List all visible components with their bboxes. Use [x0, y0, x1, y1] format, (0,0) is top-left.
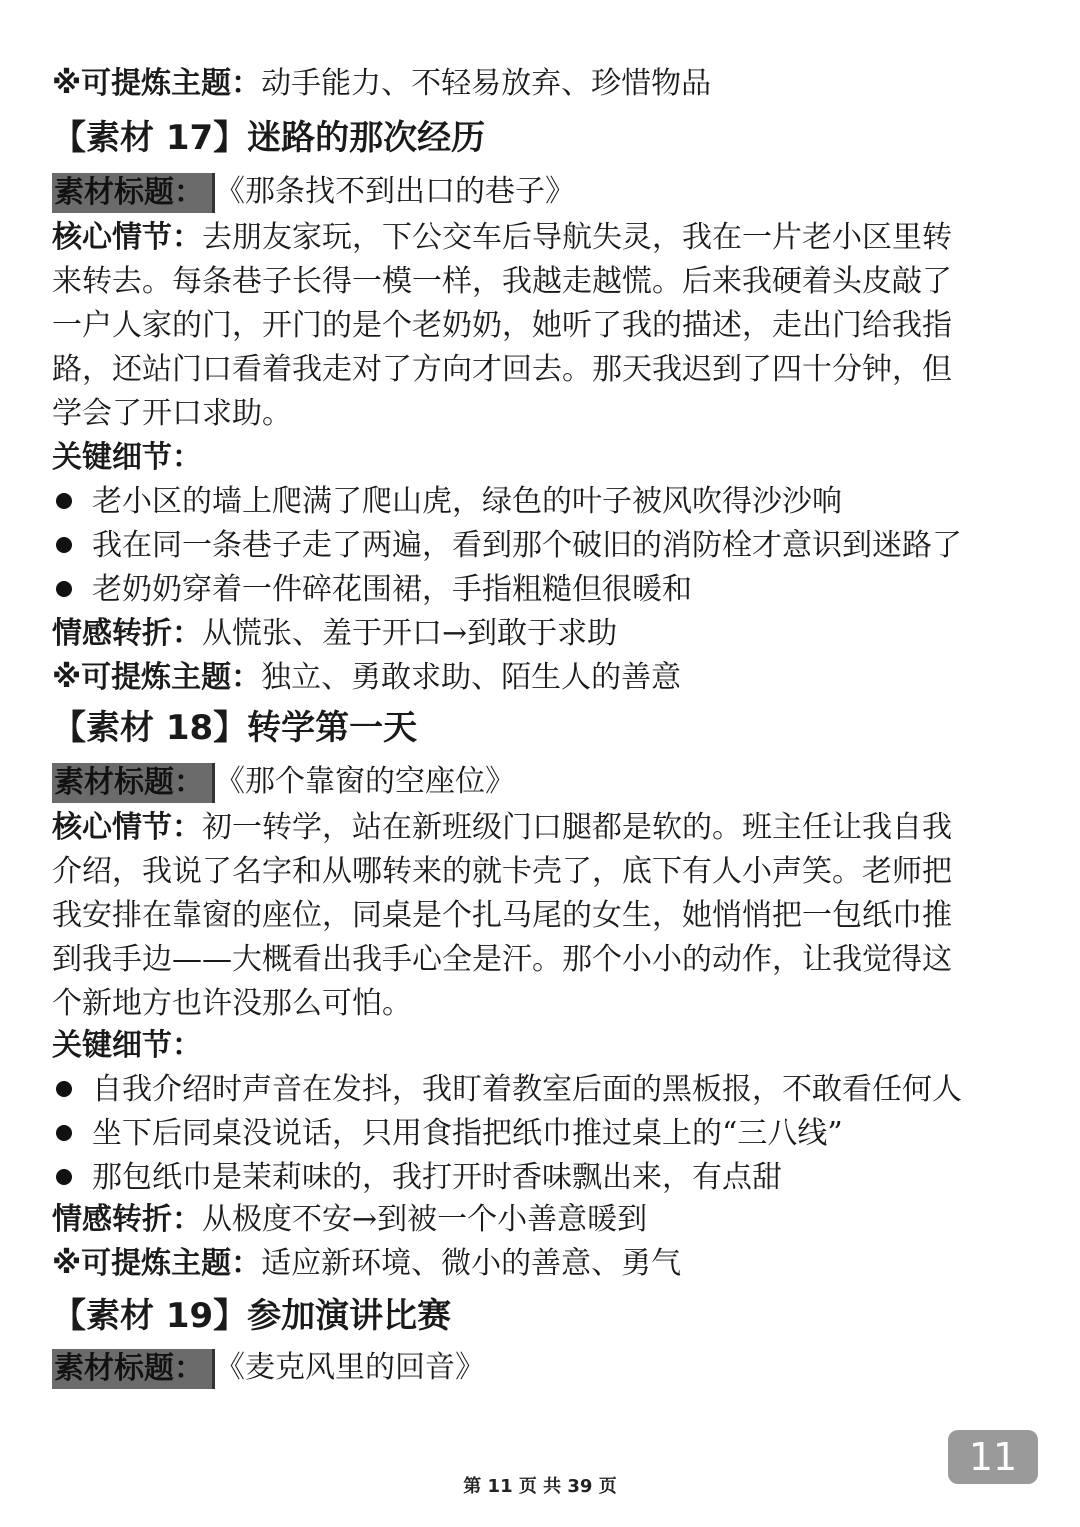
top-theme-line [52, 62, 1037, 106]
material-18-heading: 【素材 18】转学第一天 [52, 708, 418, 748]
detail-text: 老奶奶穿着一件碎花围裙，手指粗糙但很暖和 [92, 572, 692, 607]
core-text-line: 路，还站门口看着我走对了方向才回去。那天我迟到了四十分钟，但 [52, 352, 952, 387]
core-text-line: 我安排在靠窗的座位，同桌是个扎马尾的女生，她悄悄把一包纸巾推 [52, 898, 952, 933]
bullet-icon [56, 1081, 72, 1097]
key-details-label: 关键细节： [52, 440, 202, 475]
page-footer: 第 11 页 共 39 页 [463, 1476, 617, 1497]
material-18-title-line [52, 760, 1037, 804]
bullet-icon [56, 537, 72, 553]
theme-label: ※可提炼主题： [52, 66, 262, 101]
bullet-icon [56, 581, 72, 597]
core-text-line: 学会了开口求助。 [52, 396, 292, 431]
theme-label: ※可提炼主题： [52, 660, 262, 695]
core-text-line: 介绍，我说了名字和从哪转来的就卡壳了，底下有人小声笑。老师把 [52, 854, 952, 889]
theme-label: ※可提炼主题： [52, 1246, 262, 1281]
emotion-line [52, 1198, 1037, 1242]
material-title: 《那条找不到出口的巷子》 [215, 174, 575, 209]
theme-line [52, 656, 1037, 700]
core-text-line: 去朋友家玩，下公交车后导航失灵，我在一片老小区里转 [202, 220, 952, 255]
detail-text: 自我介绍时声音在发抖，我盯着教室后面的黑板报，不敢看任何人 [92, 1072, 962, 1107]
material-17-title-line [52, 170, 1037, 214]
core-label: 核心情节： [52, 810, 202, 845]
emotion-label: 情感转折： [52, 616, 202, 651]
emotion-text: 从极度不安→到被一个小善意暖到 [202, 1202, 648, 1237]
detail-item [52, 480, 1037, 524]
theme-line [52, 1242, 1037, 1286]
material-19-title-line [52, 1346, 1037, 1390]
core-plot-line [52, 216, 1037, 260]
bullet-icon [56, 1169, 72, 1185]
material-17-heading: 【素材 17】迷路的那次经历 [52, 118, 486, 158]
material-19-heading: 【素材 19】参加演讲比赛 [52, 1296, 452, 1336]
emotion-line [52, 612, 1037, 656]
core-label: 核心情节： [52, 220, 202, 255]
theme-text: 动手能力、不轻易放弃、珍惜物品 [261, 66, 712, 101]
detail-item [52, 524, 1037, 568]
theme-text: 适应新环境、微小的善意、勇气 [261, 1246, 682, 1281]
bullet-icon [56, 493, 72, 509]
core-text-line: 初一转学，站在新班级门口腿都是软的。班主任让我自我 [202, 810, 952, 845]
bullet-icon [56, 1125, 72, 1141]
title-label-tag: 素材标题： [52, 763, 215, 803]
detail-text: 我在同一条巷子走了两遍，看到那个破旧的消防栓才意识到迷路了 [92, 528, 962, 563]
detail-text: 那包纸巾是茉莉味的，我打开时香味飘出来，有点甜 [92, 1160, 782, 1195]
core-text-line: 个新地方也许没那么可怕。 [52, 986, 412, 1021]
detail-text: 坐下后同桌没说话，只用食指把纸巾推过桌上的“三八线” [92, 1116, 843, 1151]
key-details-label: 关键细节： [52, 1028, 202, 1063]
detail-item [52, 568, 1037, 612]
core-text-line: 到我手边——大概看出我手心全是汗。那个小小的动作，让我觉得这 [52, 942, 952, 977]
emotion-label: 情感转折： [52, 1202, 202, 1237]
material-title: 《那个靠窗的空座位》 [215, 764, 515, 799]
detail-item [52, 1068, 1037, 1112]
material-title: 《麦克风里的回音》 [215, 1350, 485, 1385]
detail-item [52, 1156, 1037, 1200]
title-label-tag: 素材标题： [52, 1349, 215, 1389]
theme-text: 独立、勇敢求助、陌生人的善意 [261, 660, 682, 695]
page-number-badge: 11 [948, 1430, 1038, 1484]
detail-text: 老小区的墙上爬满了爬山虎，绿色的叶子被风吹得沙沙响 [92, 484, 842, 519]
core-text-line: 一户人家的门，开门的是个老奶奶，她听了我的描述，走出门给我指 [52, 308, 952, 343]
emotion-text: 从慌张、羞于开口→到敢于求助 [202, 616, 618, 651]
detail-item [52, 1112, 1037, 1156]
core-plot-line [52, 806, 1037, 850]
title-label-tag: 素材标题： [52, 173, 215, 213]
core-text-line: 来转去。每条巷子长得一模一样，我越走越慌。后来我硬着头皮敲了 [52, 264, 952, 299]
